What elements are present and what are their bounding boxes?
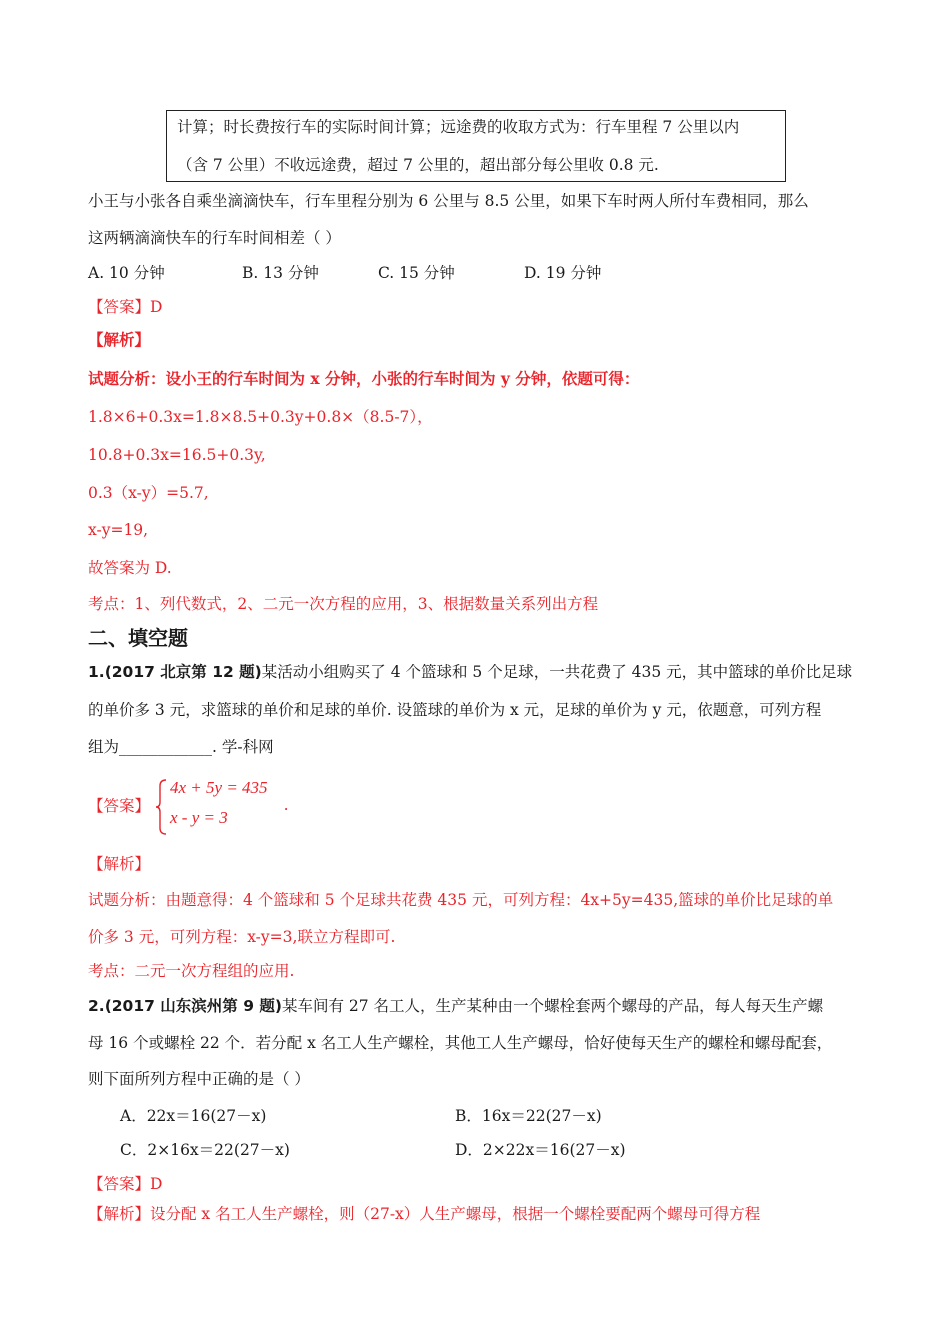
- question-text: 则下面所列方程中正确的是（ ）: [88, 1070, 310, 1088]
- answer: 【答案】D: [88, 298, 163, 316]
- rule-line-2: （含 7 公里）不收远途费，超过 7 公里的，超出部分每公里收 0.8 元.: [177, 156, 659, 174]
- question-text: 母 16 个或螺栓 22 个．若分配 x 名工人生产螺栓，其他工人生产螺母，恰好使每天生产的螺栓和螺母配套，: [88, 1034, 833, 1052]
- key-point: 考点：1、列代数式，2、二元一次方程的应用，3、根据数量关系列出方程: [88, 595, 599, 613]
- option-c: C. 15 分钟: [378, 264, 455, 282]
- analysis-line: x-y=19,: [88, 521, 149, 539]
- option-d: D. 19 分钟: [524, 264, 602, 282]
- option-c: C．2×16x＝22(27－x): [120, 1141, 290, 1159]
- option-b: B．16x＝22(27－x): [455, 1107, 602, 1125]
- question-text: 某活动小组购买了 4 个篮球和 5 个足球，一共花费了 435 元，其中篮球的单价比足球: [261, 663, 853, 681]
- question-source: (2017 山东滨州第 9 题): [104, 997, 282, 1015]
- analysis-label: 【解析】: [88, 855, 151, 873]
- question-1-line-1: [88, 661, 852, 683]
- question-2-line-1: [88, 995, 823, 1017]
- analysis-line: 试题分析：由题意得：4 个篮球和 5 个足球共花费 435 元，可列方程：4x+5y=435,篮球的单价比足球的单: [88, 891, 834, 909]
- analysis-line: 故答案为 D.: [88, 559, 172, 577]
- analysis-line: 0.3（x-y）=5.7,: [88, 484, 209, 502]
- question-number: 1.: [88, 663, 105, 681]
- key-point: 考点：二元一次方程组的应用.: [88, 962, 295, 980]
- equation-end: .: [284, 795, 289, 814]
- question-source: (2017 北京第 12 题): [104, 663, 262, 681]
- option-b: B. 13 分钟: [242, 264, 319, 282]
- brace-icon: [156, 778, 168, 836]
- rule-box: [166, 110, 786, 182]
- equation-system: [156, 778, 289, 836]
- question-text: 某车间有 27 名工人，生产某种由一个螺栓套两个螺母的产品，每人每天生产螺: [281, 997, 824, 1015]
- section-title: 二、填空题: [88, 626, 188, 650]
- question-text: 组为____________. 学-科网: [88, 738, 274, 756]
- option-a: A. 10 分钟: [88, 264, 165, 282]
- option-d: D．2×22x＝16(27－x): [455, 1141, 626, 1159]
- equation-1: 4x + 5y = 435: [170, 778, 268, 797]
- analysis-line: 【解析】设分配 x 名工人生产螺栓，则（27-x）人生产螺母，根据一个螺栓要配两个螺母可得方程: [88, 1205, 761, 1223]
- question-number: 2.: [88, 997, 105, 1015]
- analysis-line: 价多 3 元，可列方程：x-y=3,联立方程即可.: [88, 928, 396, 946]
- question-text: 小王与小张各自乘坐滴滴快车，行车里程分别为 6 公里与 8.5 公里，如果下车时两人所付车费相同，那么: [88, 192, 809, 210]
- analysis-line: 1.8×6+0.3x=1.8×8.5+0.3y+0.8×（8.5-7），: [88, 408, 433, 426]
- option-a: A．22x＝16(27－x): [120, 1107, 267, 1125]
- rule-line-1: 计算；时长费按行车的实际时间计算；远途费的收取方式为：行车里程 7 公里以内: [177, 118, 740, 136]
- answer-label: 【答案】: [88, 797, 151, 815]
- equation-2: x - y = 3: [170, 808, 228, 827]
- analysis-line: 10.8+0.3x=16.5+0.3y,: [88, 446, 266, 464]
- question-text: 这两辆滴滴快车的行车时间相差（ ）: [88, 229, 341, 247]
- analysis-label: 【解析】: [88, 330, 151, 349]
- answer: 【答案】D: [88, 1175, 163, 1193]
- analysis-line: 试题分析：设小王的行车时间为 x 分钟，小张的行车时间为 y 分钟，依题可得：: [88, 369, 640, 388]
- question-text: 的单价多 3 元，求篮球的单价和足球的单价. 设篮球的单价为 x 元，足球的单价为 y 元，依题意，可列方程: [88, 701, 822, 719]
